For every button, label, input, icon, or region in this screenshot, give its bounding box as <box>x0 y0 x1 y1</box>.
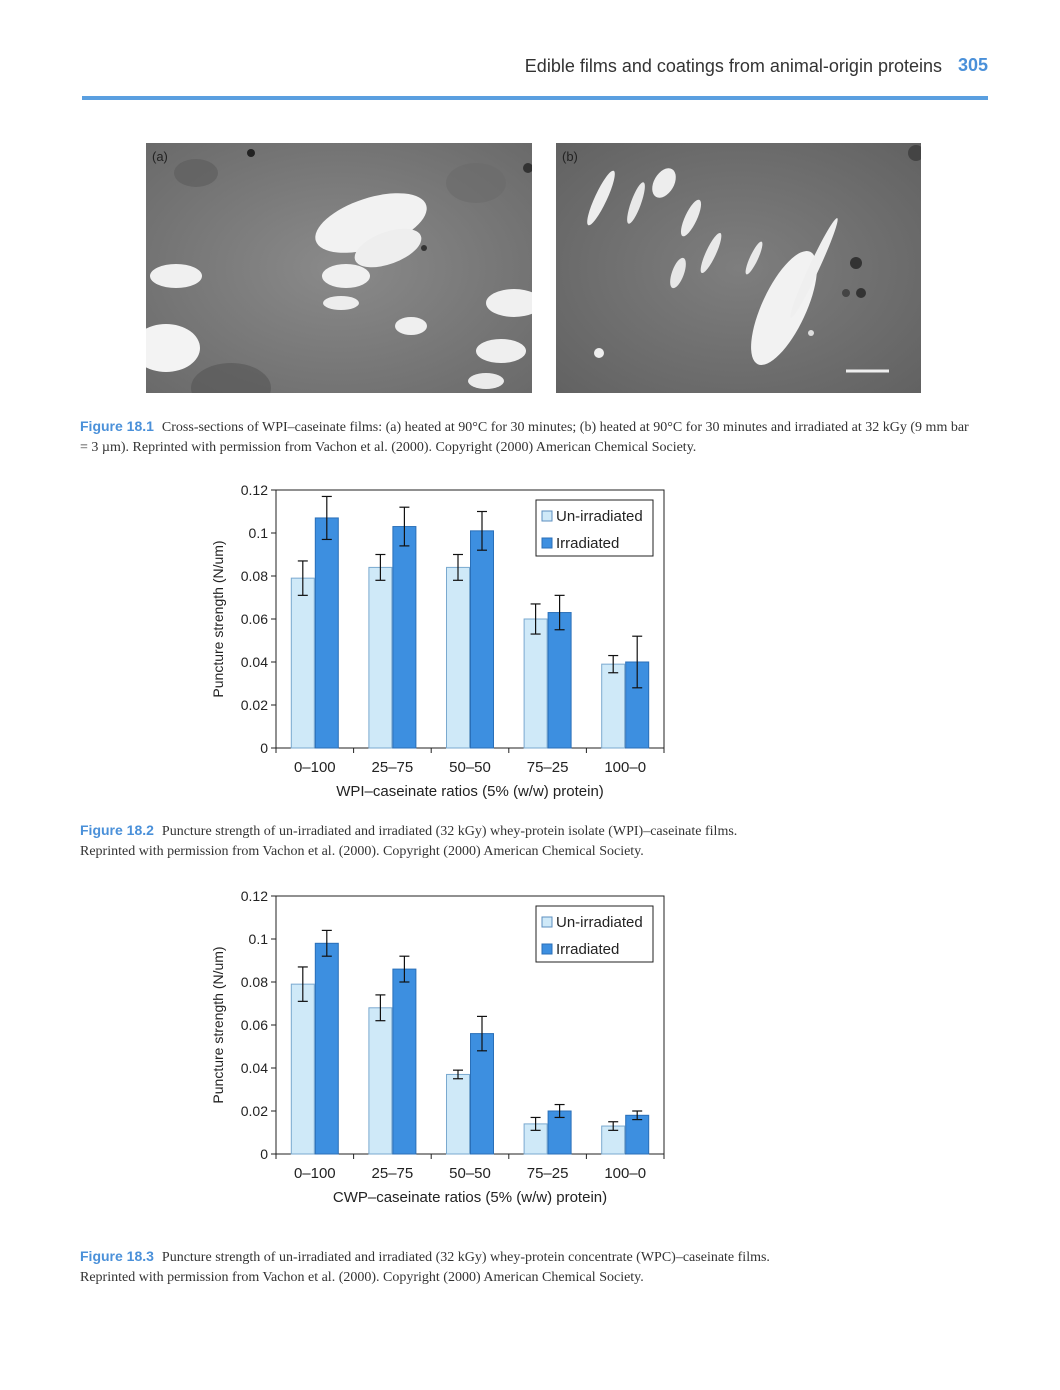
bar-irradiated <box>471 1034 494 1154</box>
figure-18-1-caption-text: Cross-sections of WPI–caseinate films: (a) heated at 90°C for 30 minutes; (b) heated at 90°C for 30 minutes and irradiated at 32 kGy (9 mm bar = 3 µm). Reprinted with permission from Vachon et al. (2000). Copyright (2000) American Chemical Society. <box>80 420 969 455</box>
y-tick-label: 0.02 <box>240 697 268 713</box>
running-title: Edible films and coatings from animal-origin proteins <box>524 56 942 76</box>
y-tick-label: 0.06 <box>240 1017 268 1033</box>
y-tick-label: 0 <box>260 1146 268 1162</box>
bar-un-irradiated <box>369 567 392 748</box>
figure-18-2-label: Figure 18.2 <box>80 822 154 838</box>
figure-18-1-caption <box>80 416 980 458</box>
bar-irradiated <box>626 1115 649 1154</box>
micrograph-a-image <box>146 143 532 393</box>
micrograph-a <box>146 143 532 393</box>
x-axis-label: WPI–caseinate ratios (5% (w/w) protein) <box>336 783 604 800</box>
x-tick-label: 25–75 <box>371 759 414 776</box>
page-number: 305 <box>957 55 988 75</box>
y-tick-label: 0.04 <box>240 1060 268 1076</box>
y-tick-label: 0.08 <box>240 974 268 990</box>
figure-18-2-caption-text: Puncture strength of un-irradiated and irradiated (32 kGy) whey-protein isolate (WPI)–caseinate films. Reprinted with permission from Vachon et al. (2000). Copyright (2000) American Chemical Society. <box>80 824 738 859</box>
y-tick-label: 0.1 <box>248 525 268 541</box>
x-axis-label: CWP–caseinate ratios (5% (w/w) protein) <box>332 1189 608 1206</box>
bar-irradiated <box>393 527 416 748</box>
figure-18-1-label: Figure 18.1 <box>80 418 154 434</box>
bar-irradiated <box>471 531 494 748</box>
x-tick-label: 25–75 <box>371 1165 414 1182</box>
y-tick-label: 0.08 <box>240 568 268 584</box>
y-tick-label: 0.06 <box>240 611 268 627</box>
page-header <box>82 50 988 100</box>
bar-irradiated <box>548 613 571 748</box>
figure-18-2-caption <box>80 820 790 862</box>
chart-svg <box>190 882 710 1222</box>
bar-irradiated <box>315 518 338 748</box>
y-axis-label: Puncture strength (N/um) <box>210 540 226 698</box>
x-tick-label: 75–25 <box>526 1165 569 1182</box>
x-tick-label: 50–50 <box>449 759 491 776</box>
legend-swatch <box>542 538 552 548</box>
bar-un-irradiated <box>447 567 470 748</box>
y-tick-label: 0.12 <box>240 888 268 904</box>
y-axis-label: Puncture strength (N/um) <box>210 946 226 1104</box>
legend-swatch <box>542 917 552 927</box>
legend-swatch <box>542 944 552 954</box>
bar-un-irradiated <box>524 619 547 748</box>
y-tick-label: 0.12 <box>240 482 268 498</box>
x-tick-label: 0–100 <box>293 1165 336 1182</box>
panel-label-b: (b) <box>562 149 578 164</box>
legend-label: Irradiated <box>556 535 620 552</box>
x-tick-label: 75–25 <box>526 759 569 776</box>
chart-figure-18-3 <box>190 882 710 1222</box>
legend-label: Un-irradiated <box>556 914 643 931</box>
bar-irradiated <box>393 969 416 1154</box>
bar-un-irradiated <box>369 1008 392 1154</box>
y-tick-label: 0.02 <box>240 1103 268 1119</box>
y-tick-label: 0.1 <box>248 931 268 947</box>
bar-un-irradiated <box>447 1074 470 1154</box>
legend-label: Un-irradiated <box>556 508 643 525</box>
bar-un-irradiated <box>291 578 314 748</box>
legend-label: Irradiated <box>556 941 620 958</box>
x-tick-label: 0–100 <box>293 759 336 776</box>
chart-figure-18-2 <box>190 476 710 816</box>
y-tick-label: 0.04 <box>240 654 268 670</box>
bar-un-irradiated <box>602 664 625 748</box>
y-tick-label: 0 <box>260 740 268 756</box>
x-tick-label: 100–0 <box>604 1165 647 1182</box>
figure-18-3-caption <box>80 1246 790 1288</box>
figure-18-3-label: Figure 18.3 <box>80 1248 154 1264</box>
figure-18-3-caption-text: Puncture strength of un-irradiated and irradiated (32 kGy) whey-protein concentrate (WPC)–caseinate films. Reprinted with permission from Vachon et al. (2000). Copyright (2000) American Chemical Society. <box>80 1250 770 1285</box>
micrograph-b-image <box>556 143 921 393</box>
bar-irradiated <box>315 943 338 1154</box>
x-tick-label: 100–0 <box>604 759 647 776</box>
x-tick-label: 50–50 <box>449 1165 491 1182</box>
panel-label-a: (a) <box>152 149 168 164</box>
bar-un-irradiated <box>291 984 314 1154</box>
legend-swatch <box>542 511 552 521</box>
chart-svg <box>190 476 710 816</box>
micrograph-b <box>556 143 921 393</box>
